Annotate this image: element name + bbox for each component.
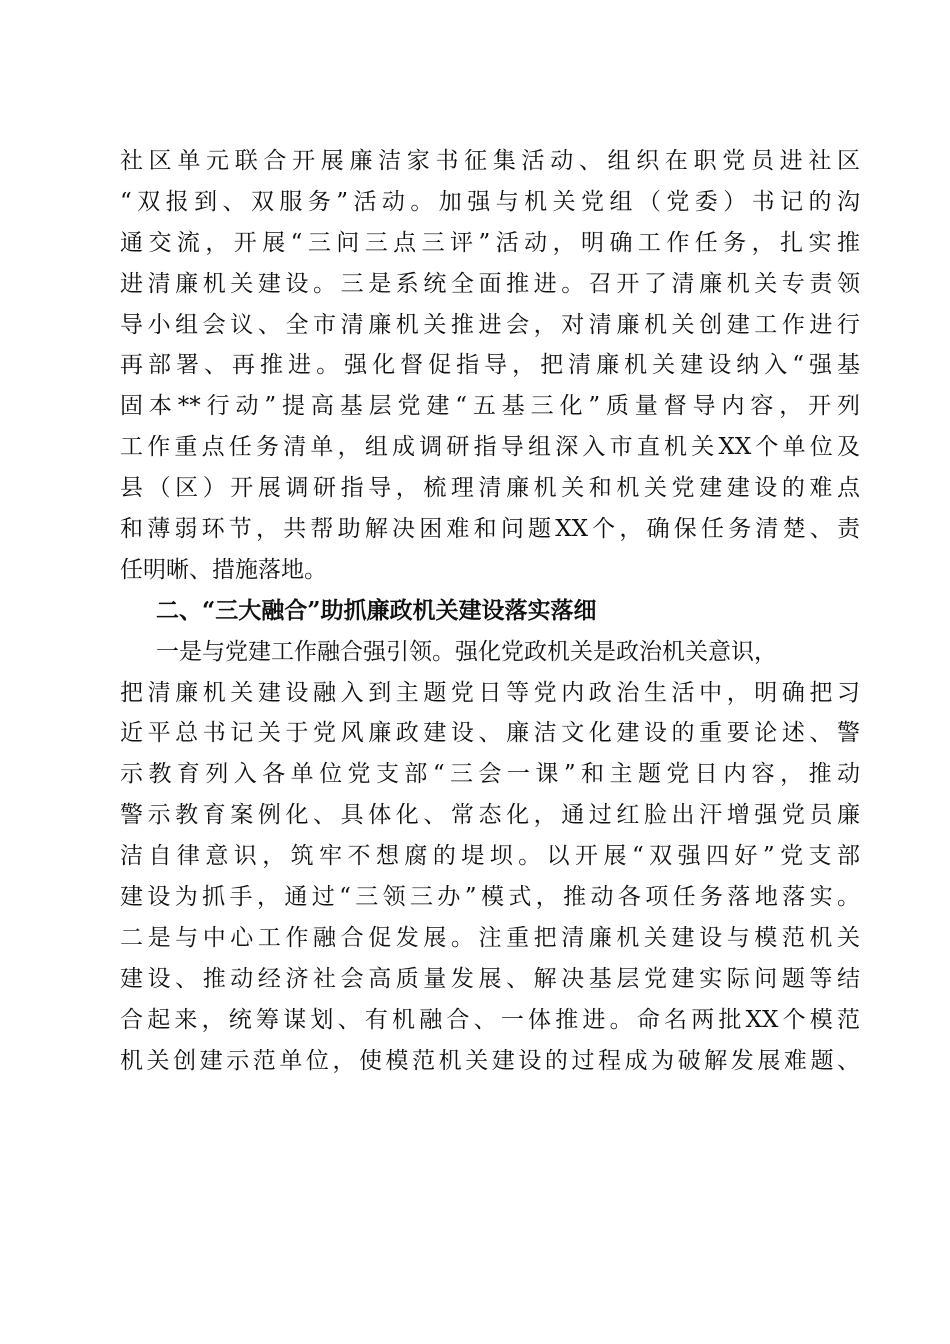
text-line: 机关创建示范单位，使模范机关建设的过程成为破解发展难题、 (120, 1047, 860, 1074)
text-line: 县（区）开展调研指导，梳理清廉机关和机关党建建设的难点 (120, 475, 860, 502)
text-line: 近平总书记关于党风廉政建设、廉洁文化建设的重要论述、警 (120, 720, 860, 747)
section-heading: 二、“三大融合”助抓廉政机关建设落实落细 (156, 596, 597, 624)
text-line: 社区单元联合开展廉洁家书征集活动、组织在职党员进社区 (120, 148, 860, 174)
text-line: 工作重点任务清单，组成调研指导组深入市直机关XX个单位及 (120, 434, 860, 461)
text-line: 建设、推动经济社会高质量发展、解决基层党建实际问题等结 (120, 965, 860, 992)
text-line: 再部署、再推进。强化督促指导，把清廉机关建设纳入“强基 (120, 352, 860, 379)
text-line: 洁自律意识，筑牢不想腐的堤坝。以开展“双强四好”党支部 (120, 843, 860, 870)
text-line: “双报到、双服务”活动。加强与机关党组（党委）书记的沟 (120, 188, 860, 215)
text-line: 通交流，开展“三问三点三评”活动，明确工作任务，扎实推 (120, 229, 860, 256)
text-line: 一是与党建工作融合强引领。强化党政机关是政治机关意识， (156, 638, 777, 665)
text-line: 建设为抓手，通过“三领三办”模式，推动各项任务落地落实。 (120, 884, 860, 911)
text-line: 合起来，统筹谋划、有机融合、一体推进。命名两批XX个模范 (120, 1006, 860, 1033)
body-text (120, 141, 860, 1081)
text-line: 把清廉机关建设融入到主题党日等党内政治生活中，明确把习 (120, 679, 860, 706)
text-line: 和薄弱环节，共帮助解决困难和问题XX个，确保任务清楚、责 (120, 516, 860, 543)
text-line: 警示教育案例化、具体化、常态化，通过红脸出汗增强党员廉 (120, 802, 860, 829)
text-line: 二是与中心工作融合促发展。注重把清廉机关建设与模范机关 (120, 924, 860, 951)
text-line: 进清廉机关建设。三是系统全面推进。召开了清廉机关专责领 (120, 270, 860, 297)
text-line: 任明晰、措施落地。 (120, 556, 327, 583)
text-line: 示教育列入各单位党支部“三会一课”和主题党日内容，推动 (120, 761, 860, 788)
text-line: 固本**行动”提高基层党建“五基三化”质量督导内容，开列 (120, 393, 860, 420)
text-line: 导小组会议、全市清廉机关推进会，对清廉机关创建工作进行 (120, 311, 860, 338)
